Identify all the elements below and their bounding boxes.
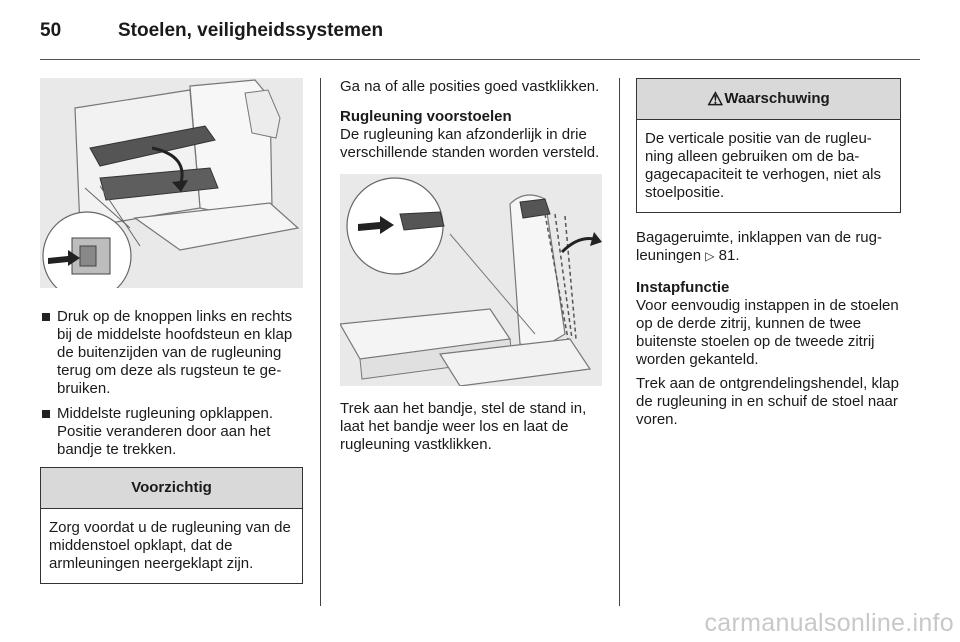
column-divider [320, 78, 321, 606]
section-text: De rugleuning kan afzonderlijk in drie verschillende standen worden versteld. [340, 126, 600, 161]
front-seat-backrest-illustration [340, 174, 602, 386]
page-number: 50 [40, 20, 62, 41]
instruction-list [40, 308, 303, 459]
list-item: Druk op de knoppen links en rechts bij de middelste hoofdsteun en klap de buitenzijden van de rugleuning terug om deze als rugsteun te gebruiken. [40, 308, 303, 398]
intro-text: Ga na of alle posities goed vastklikken. [340, 78, 600, 95]
list-item: Middelste rugleuning opklappen. Positie veranderen door aan het bandje te trekken. [40, 405, 303, 459]
caution-box [40, 467, 303, 584]
warning-text: De verticale positie van de rugleuning alleen gebruiken om de bagagecapaciteit te verhogen, niet als stoelpositie. [645, 130, 881, 201]
watermark-text: carmanualsonline.info [704, 609, 954, 637]
warning-box [636, 78, 901, 213]
instap-instructions: Trek aan de ontgrendelingshendel, klap de rugleuning in en schuif de stoel naar voren. [636, 375, 899, 428]
warning-triangle-icon: ⚠ [707, 89, 724, 109]
column-3 [636, 78, 901, 429]
baggage-paragraph [636, 229, 901, 265]
after-image-text: Trek aan het bandje, stel de stand in, laat het bandje weer los en laat de rugleuning vastklikken. [340, 400, 587, 453]
page-reference-icon: ▷ [705, 249, 715, 263]
section-heading: Rugleuning voorstoelen [340, 108, 512, 125]
instap-text: Voor eenvoudig instappen in de stoelen op de derde zitrij, kunnen de twee buitenste stoelen op de tweede zitrij worden gekanteld. [636, 297, 899, 368]
warning-header [637, 79, 900, 120]
header-rule [40, 59, 920, 60]
column-1 [40, 78, 303, 584]
warning-title: Waarschuwing [724, 90, 830, 107]
column-divider [619, 78, 620, 606]
caution-title: Voorzichtig [41, 468, 302, 509]
instap-heading: Instapfunctie [636, 279, 730, 296]
baggage-text: Bagageruimte, inklappen van de rugleuningen [636, 229, 882, 264]
baggage-page-ref: 81. [718, 247, 740, 264]
caution-text: Zorg voordat u de rugleuning van de middenstoel opklapt, dat de armleuningen neergeklapt zijn. [49, 519, 291, 572]
page-title: Stoelen, veiligheidssystemen [118, 20, 384, 41]
column-2 [340, 78, 602, 454]
rear-seat-armrest-illustration [40, 78, 303, 288]
